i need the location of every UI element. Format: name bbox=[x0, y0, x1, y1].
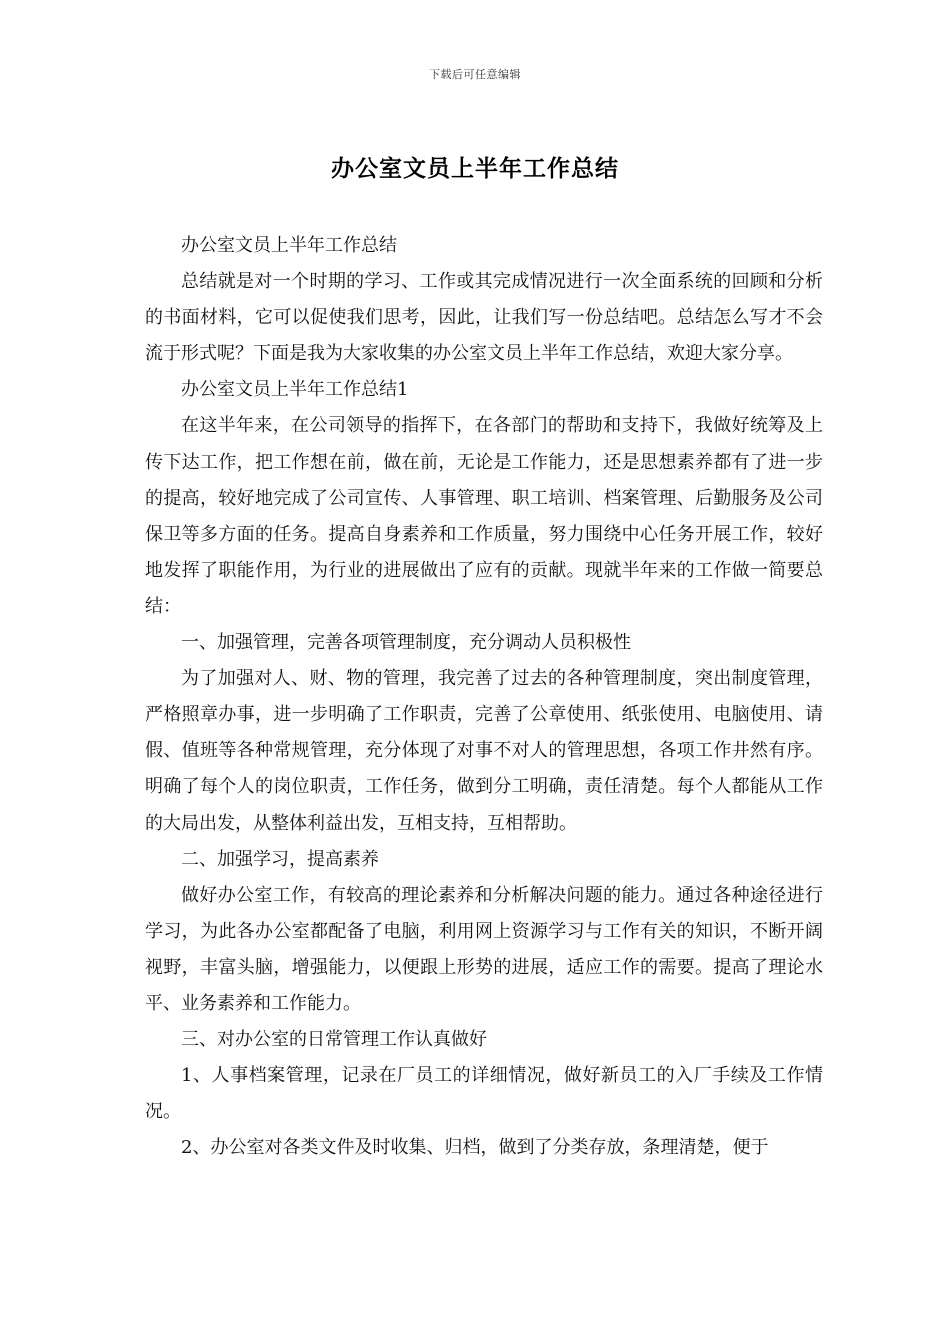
section-heading-2: 二、加强学习，提高素养 bbox=[181, 848, 379, 870]
paragraph-management: 为了加强对人、财、物的管理，我完善了过去的各种管理制度，突出制度管理，严格照章办事，进一步明确了工作职责，完善了公章使用、纸张使用、电脑使用、请假、值班等各种常规管理，充分体现了对事不对人的管理思想，各项工作井然有序。明确了每个人的岗位职责，工作任务，做到分工明确，责任清楚。每个人都能从工作的大局出发，从整体利益出发，互相支持，互相帮助。 bbox=[145, 668, 823, 834]
paragraph-intro: 总结就是对一个时期的学习、工作或其完成情况进行一次全面系统的回顾和分析的书面材料，它可以促使我们思考，因此，让我们写一份总结吧。总结怎么写才不会流于形式呢？下面是我为大家收集的办公室文员上半年工作总结，欢迎大家分享。 bbox=[145, 271, 823, 365]
section-heading-1: 一、加强管理，完善各项管理制度，充分调动人员积极性 bbox=[181, 632, 631, 654]
section-heading-3: 三、对办公室的日常管理工作认真做好 bbox=[181, 1029, 487, 1051]
paragraph-heading-1: 办公室文员上半年工作总结1 bbox=[181, 379, 409, 401]
document-body bbox=[145, 228, 823, 1166]
paragraph-learning: 做好办公室工作，有较高的理论素养和分析解决问题的能力。通过各种途径进行学习，为此各办公室都配备了电脑，利用网上资源学习与工作有关的知识，不断开阔视野，丰富头脑，增强能力，以便跟上形势的进展，适应工作的需要。提高了理论水平、业务素养和工作能力。 bbox=[145, 884, 823, 1014]
header-note: 下载后可任意编辑 bbox=[429, 68, 521, 81]
paragraph-item-2: 2、办公室对各类文件及时收集、归档，做到了分类存放，条理清楚，便于 bbox=[181, 1137, 769, 1159]
document-title: 办公室文员上半年工作总结 bbox=[331, 155, 619, 182]
paragraph-overview: 在这半年来，在公司领导的指挥下，在各部门的帮助和支持下，我做好统筹及上传下达工作，把工作想在前，做在前，无论是工作能力，还是思想素养都有了进一步的提高，较好地完成了公司宣传、人事管理、职工培训、档案管理、后勤服务及公司保卫等多方面的任务。提高自身素养和工作质量，努力围绕中心任务开展工作，较好地发挥了职能作用，为行业的进展做出了应有的贡献。现就半年来的工作做一简要总结： bbox=[145, 415, 823, 617]
paragraph-item-1: 1、人事档案管理，记录在厂员工的详细情况，做好新员工的入厂手续及工作情况。 bbox=[145, 1065, 823, 1123]
paragraph-subtitle: 办公室文员上半年工作总结 bbox=[181, 235, 397, 256]
